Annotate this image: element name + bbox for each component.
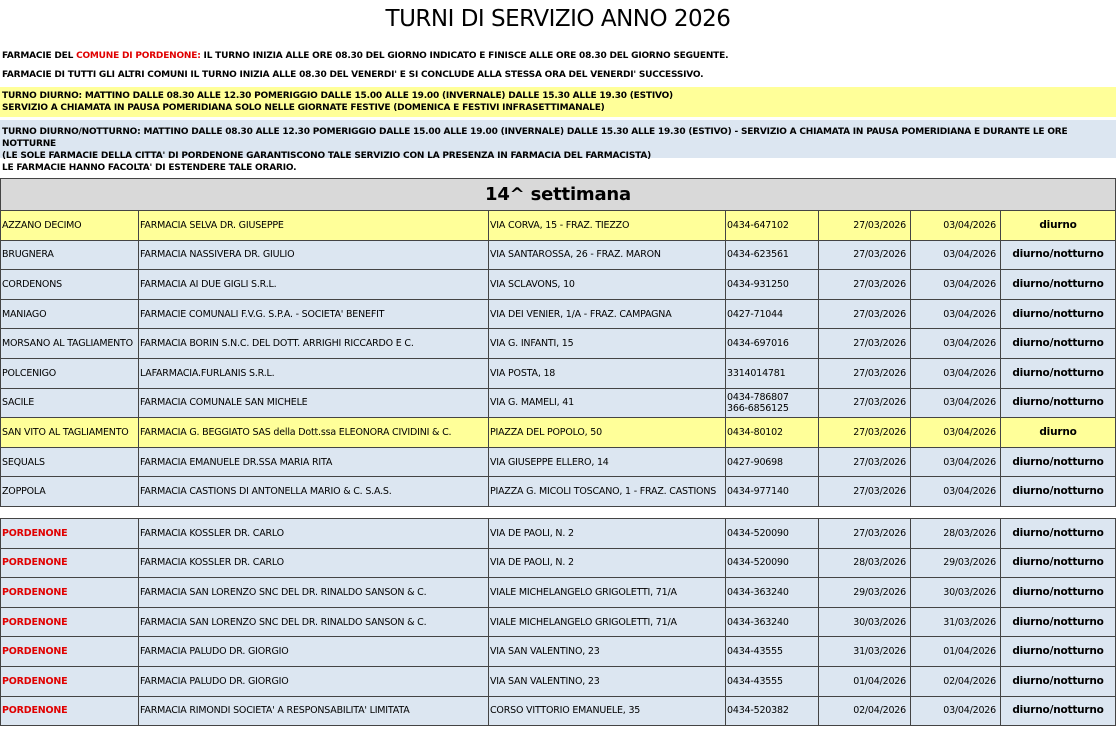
cell-dal: 28/03/2026 — [819, 548, 911, 578]
cell-dal: 27/03/2026 — [819, 358, 911, 388]
table-row — [1, 607, 1116, 637]
cell-dal: 01/04/2026 — [819, 666, 911, 696]
cell-tipo: diurno/notturno — [1001, 666, 1116, 696]
table-row — [1, 578, 1116, 608]
cell-dal: 27/03/2026 — [819, 418, 911, 448]
cell-comune: PORDENONE — [1, 607, 139, 637]
cell-indirizzo: VIA CORVA, 15 - FRAZ. TIEZZO — [489, 211, 726, 241]
cell-indirizzo: VIA SANTAROSSA, 26 - FRAZ. MARON — [489, 240, 726, 270]
cell-farmacia: FARMACIA RIMONDI SOCIETA' A RESPONSABILITA' LIMITATA — [139, 696, 489, 726]
table-row — [1, 358, 1116, 388]
cell-indirizzo: VIA DE PAOLI, N. 2 — [489, 518, 726, 548]
table-row — [1, 388, 1116, 418]
cell-tel: 0434-43555 — [726, 637, 819, 667]
cell-farmacia: FARMACIA BORIN S.N.C. DEL DOTT. ARRIGHI RICCARDO E C. — [139, 329, 489, 359]
cell-comune: PORDENONE — [1, 578, 139, 608]
table-row — [1, 637, 1116, 667]
cell-indirizzo: VIA G. MAMELI, 41 — [489, 388, 726, 418]
cell-tel: 0434-363240 — [726, 578, 819, 608]
cell-dal: 27/03/2026 — [819, 211, 911, 241]
cell-tel: 0434-520090 — [726, 518, 819, 548]
cell-al: 01/04/2026 — [911, 637, 1001, 667]
cell-farmacia: FARMACIA SELVA DR. GIUSEPPE — [139, 211, 489, 241]
cell-tipo: diurno/notturno — [1001, 270, 1116, 300]
cell-indirizzo: PIAZZA G. MICOLI TOSCANO, 1 - FRAZ. CASTIONS — [489, 477, 726, 507]
cell-comune: PORDENONE — [1, 548, 139, 578]
cell-tel: 0427-90698 — [726, 447, 819, 477]
table-row — [1, 548, 1116, 578]
cell-indirizzo: VIALE MICHELANGELO GRIGOLETTI, 71/A — [489, 578, 726, 608]
cell-tel: 0434-363240 — [726, 607, 819, 637]
cell-comune: ZOPPOLA — [1, 477, 139, 507]
note-text: IL TURNO INIZIA ALLE ORE 08.30 DEL GIORNO INDICATO E FINISCE ALLE ORE 08.30 DEL GIORNO SEGUENTE. — [200, 51, 729, 61]
table-row — [1, 518, 1116, 548]
cell-tel: 0427-71044 — [726, 299, 819, 329]
cell-farmacia: FARMACIE COMUNALI F.V.G. S.P.A. - SOCIETA' BENEFIT — [139, 299, 489, 329]
table-row — [1, 211, 1116, 241]
cell-dal: 27/03/2026 — [819, 388, 911, 418]
turni-table — [0, 178, 1116, 726]
page-title: TURNI DI SERVIZIO ANNO 2026 — [385, 6, 731, 32]
cell-farmacia: FARMACIA CASTIONS DI ANTONELLA MARIO & C. S.A.S. — [139, 477, 489, 507]
cell-comune: PORDENONE — [1, 666, 139, 696]
cell-indirizzo: CORSO VITTORIO EMANUELE, 35 — [489, 696, 726, 726]
note-text: TURNO DIURNO/NOTTURNO: MATTINO DALLE 08.30 ALLE 12.30 POMERIGGIO DALLE 15.00 ALLE 19.00 (INVERNALE) DALLE 15.30 ALLE 19.30 (ESTIVO) - SERVIZIO A CHIAMATA IN PAUSA POMERIDIANA E DURANTE LE ORE NOTTURNE — [2, 127, 1068, 149]
cell-dal: 27/03/2026 — [819, 518, 911, 548]
cell-farmacia: FARMACIA KOSSLER DR. CARLO — [139, 548, 489, 578]
cell-indirizzo: VIA POSTA, 18 — [489, 358, 726, 388]
cell-indirizzo: VIA SAN VALENTINO, 23 — [489, 666, 726, 696]
cell-tel: 0434-520090 — [726, 548, 819, 578]
cell-tipo: diurno/notturno — [1001, 578, 1116, 608]
cell-tipo: diurno — [1001, 211, 1116, 241]
cell-farmacia: FARMACIA EMANUELE DR.SSA MARIA RITA — [139, 447, 489, 477]
cell-dal: 02/04/2026 — [819, 696, 911, 726]
cell-comune: PORDENONE — [1, 518, 139, 548]
week-header: 14^ settimana — [1, 179, 1116, 211]
cell-dal: 27/03/2026 — [819, 477, 911, 507]
cell-indirizzo: VIA DEI VENIER, 1/A - FRAZ. CAMPAGNA — [489, 299, 726, 329]
cell-farmacia: FARMACIA COMUNALE SAN MICHELE — [139, 388, 489, 418]
cell-al: 03/04/2026 — [911, 358, 1001, 388]
note-altri-comuni: FARMACIE DI TUTTI GLI ALTRI COMUNI IL TURNO INIZIA ALLE 08.30 DEL VENERDI' E SI CONCLUDE ALLA STESSA ORA DEL VENERDI' SUCCESSIVO. — [2, 70, 704, 80]
cell-indirizzo: VIA GIUSEPPE ELLERO, 14 — [489, 447, 726, 477]
cell-indirizzo: VIA G. INFANTI, 15 — [489, 329, 726, 359]
cell-dal: 27/03/2026 — [819, 299, 911, 329]
cell-tel: 3314014781 — [726, 358, 819, 388]
note-text: FARMACIE DEL — [2, 51, 77, 61]
spacer-cell — [1, 506, 1116, 518]
cell-tel: 0434-786807 366-6856125 — [726, 388, 819, 418]
table-row — [1, 270, 1116, 300]
cell-tipo: diurno/notturno — [1001, 518, 1116, 548]
cell-comune: CORDENONS — [1, 270, 139, 300]
cell-al: 03/04/2026 — [911, 418, 1001, 448]
cell-dal: 27/03/2026 — [819, 240, 911, 270]
cell-indirizzo: VIA SCLAVONS, 10 — [489, 270, 726, 300]
cell-al: 29/03/2026 — [911, 548, 1001, 578]
cell-al: 03/04/2026 — [911, 329, 1001, 359]
cell-tipo: diurno/notturno — [1001, 447, 1116, 477]
cell-farmacia: FARMACIA AI DUE GIGLI S.R.L. — [139, 270, 489, 300]
cell-comune: SACILE — [1, 388, 139, 418]
table-row — [1, 418, 1116, 448]
cell-farmacia: FARMACIA KOSSLER DR. CARLO — [139, 518, 489, 548]
cell-tipo: diurno/notturno — [1001, 388, 1116, 418]
cell-al: 03/04/2026 — [911, 447, 1001, 477]
cell-indirizzo: VIA SAN VALENTINO, 23 — [489, 637, 726, 667]
cell-dal: 29/03/2026 — [819, 578, 911, 608]
note-text: TURNO DIURNO: MATTINO DALLE 08.30 ALLE 12.30 POMERIGGIO DALLE 15.00 ALLE 19.00 (INVERNALE) DALLE 15.30 ALLE 19.30 (ESTIVO) — [2, 91, 673, 101]
table-row — [1, 666, 1116, 696]
note-orario: LE FARMACIE HANNO FACOLTA' DI ESTENDERE TALE ORARIO. — [2, 163, 297, 173]
cell-al: 28/03/2026 — [911, 518, 1001, 548]
cell-tel: 0434-43555 — [726, 666, 819, 696]
cell-tel: 0434-647102 — [726, 211, 819, 241]
cell-tipo: diurno/notturno — [1001, 329, 1116, 359]
cell-tel: 0434-520382 — [726, 696, 819, 726]
cell-tipo: diurno/notturno — [1001, 240, 1116, 270]
cell-tel: 0434-977140 — [726, 477, 819, 507]
cell-tipo: diurno/notturno — [1001, 607, 1116, 637]
cell-comune: PORDENONE — [1, 637, 139, 667]
table-row — [1, 696, 1116, 726]
cell-tipo: diurno/notturno — [1001, 358, 1116, 388]
cell-tipo: diurno/notturno — [1001, 696, 1116, 726]
cell-dal: 27/03/2026 — [819, 270, 911, 300]
cell-al: 03/04/2026 — [911, 388, 1001, 418]
cell-comune: MANIAGO — [1, 299, 139, 329]
table-row — [1, 447, 1116, 477]
table-row — [1, 329, 1116, 359]
cell-dal: 31/03/2026 — [819, 637, 911, 667]
table-row — [1, 477, 1116, 507]
cell-comune: SEQUALS — [1, 447, 139, 477]
cell-farmacia: FARMACIA PALUDO DR. GIORGIO — [139, 637, 489, 667]
cell-comune: AZZANO DECIMO — [1, 211, 139, 241]
note-text: SERVIZIO A CHIAMATA IN PAUSA POMERIDIANA SOLO NELLE GIORNATE FESTIVE (DOMENICA E FESTIVI INFRASETTIMANALE) — [2, 103, 605, 113]
note-turno-notturno — [0, 120, 1116, 161]
cell-comune: BRUGNERA — [1, 240, 139, 270]
cell-tel: 0434-623561 — [726, 240, 819, 270]
cell-comune: MORSANO AL TAGLIAMENTO — [1, 329, 139, 359]
cell-dal: 27/03/2026 — [819, 329, 911, 359]
cell-al: 03/04/2026 — [911, 240, 1001, 270]
cell-farmacia: FARMACIA G. BEGGIATO SAS della Dott.ssa ELEONORA CIVIDINI & C. — [139, 418, 489, 448]
cell-al: 30/03/2026 — [911, 578, 1001, 608]
cell-dal: 27/03/2026 — [819, 447, 911, 477]
cell-indirizzo: VIA DE PAOLI, N. 2 — [489, 548, 726, 578]
cell-tel: 0434-80102 — [726, 418, 819, 448]
cell-al: 03/04/2026 — [911, 696, 1001, 726]
cell-tipo: diurno/notturno — [1001, 477, 1116, 507]
table-row — [1, 240, 1116, 270]
table-spacer — [1, 506, 1116, 518]
cell-al: 31/03/2026 — [911, 607, 1001, 637]
cell-tipo: diurno/notturno — [1001, 548, 1116, 578]
note-pordenone — [0, 50, 1116, 62]
cell-tipo: diurno/notturno — [1001, 637, 1116, 667]
cell-tipo: diurno — [1001, 418, 1116, 448]
cell-farmacia: FARMACIA NASSIVERA DR. GIULIO — [139, 240, 489, 270]
cell-tel: 0434-697016 — [726, 329, 819, 359]
cell-dal: 30/03/2026 — [819, 607, 911, 637]
cell-indirizzo: VIALE MICHELANGELO GRIGOLETTI, 71/A — [489, 607, 726, 637]
table-row — [1, 299, 1116, 329]
cell-al: 03/04/2026 — [911, 477, 1001, 507]
cell-al: 03/04/2026 — [911, 211, 1001, 241]
cell-farmacia: FARMACIA SAN LORENZO SNC DEL DR. RINALDO SANSON & C. — [139, 578, 489, 608]
cell-comune: POLCENIGO — [1, 358, 139, 388]
cell-al: 03/04/2026 — [911, 270, 1001, 300]
cell-farmacia: LAFARMACIA.FURLANIS S.R.L. — [139, 358, 489, 388]
cell-al: 03/04/2026 — [911, 299, 1001, 329]
cell-farmacia: FARMACIA PALUDO DR. GIORGIO — [139, 666, 489, 696]
cell-farmacia: FARMACIA SAN LORENZO SNC DEL DR. RINALDO SANSON & C. — [139, 607, 489, 637]
note-highlight: COMUNE DI PORDENONE: — [76, 51, 201, 61]
note-text: (LE SOLE FARMACIE DELLA CITTA' DI PORDENONE GARANTISCONO TALE SERVIZIO CON LA PRESENZA IN FARMACIA DEL FARMACISTA) — [2, 151, 652, 161]
cell-comune: PORDENONE — [1, 696, 139, 726]
note-turno-diurno — [0, 87, 1116, 117]
cell-comune: SAN VITO AL TAGLIAMENTO — [1, 418, 139, 448]
cell-tel: 0434-931250 — [726, 270, 819, 300]
cell-indirizzo: PIAZZA DEL POPOLO, 50 — [489, 418, 726, 448]
cell-al: 02/04/2026 — [911, 666, 1001, 696]
cell-tipo: diurno/notturno — [1001, 299, 1116, 329]
